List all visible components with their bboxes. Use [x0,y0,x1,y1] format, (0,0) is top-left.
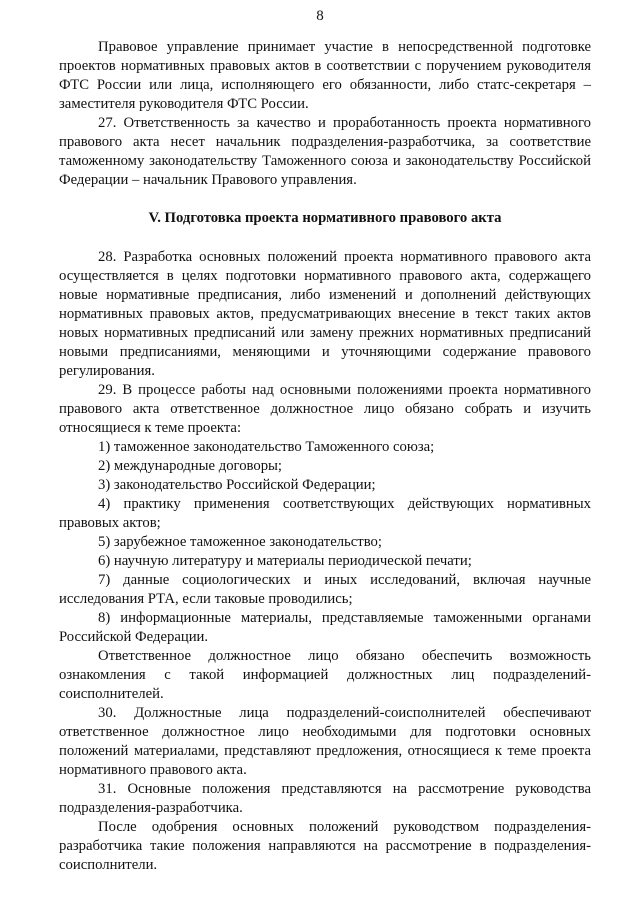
list-item-1: 1) таможенное законодательство Таможенного союза; [98,439,435,455]
list-item-2: 2) международные договоры; [98,458,283,474]
paragraph-30: 30. Должностные лица подразделений-соисполнителей обеспечивают ответственное должностное лицо необходимыми для подготовки основных положений материалами, представляют предложения, относящиеся к теме проекта нормативного правового акта. [59,705,591,778]
paragraph-after-approval: После одобрения основных положений руководством подразделения-разработчика такие положения направляются на рассмотрение в подразделения-соисполнители. [59,819,591,873]
paragraph-legal-dept: Правовое управление принимает участие в непосредственной подготовке проектов нормативных правовых актов в соответствии с поручением руководителя ФТС России или лица, исполняющего его обязанности, либо статс-секретаря – заместителя руководителя ФТС России. [59,39,591,112]
paragraph-31: 31. Основные положения представляются на рассмотрение руководства подразделения-разработчика. [59,781,591,816]
paragraph-27: 27. Ответственность за качество и проработанность проекта нормативного правового акта несет начальник подразделения-разработчика, за соответствие таможенному законодательству Таможенного союза и законодательству Российской Федерации – начальник Правового управления. [59,115,591,188]
list-item-3: 3) законодательство Российской Федерации; [98,477,376,493]
list-item-6: 6) научную литературу и материалы периодической печати; [98,553,472,569]
paragraph-28: 28. Разработка основных положений проекта нормативного правового акта осуществляется в целях подготовки нормативного правового акта, содержащего новые нормативные предписания, либо изменений и дополнений действующих нормативных правовых актов, предусматривающих внесение в текст таких актов новых нормативных предписаний или замену прежних нормативных предписаний новыми предписаниями, меняющими и уточняющими содержание правового регулирования. [59,249,591,379]
paragraph-29: 29. В процессе работы над основными положениями проекта нормативного правового акта ответственное должностное лицо обязано собрать и изучить относящиеся к теме проекта: [59,382,591,436]
paragraph-responsible-officer: Ответственное должностное лицо обязано обеспечить возможность ознакомления с такой информацией должностных лиц подразделений-соисполнителей. [59,648,591,702]
page-number: 8 [316,8,324,24]
list-item-5: 5) зарубежное таможенное законодательство; [98,534,382,550]
list-item-7: 7) данные социологических и иных исследований, включая научные исследования РТА, если таковые проводились; [59,572,591,607]
document-body [59,38,591,875]
list-item-4: 4) практику применения соответствующих действующих нормативных правовых актов; [59,496,591,531]
section-heading: V. Подготовка проекта нормативного правового акта [148,210,502,226]
list-item-8: 8) информационные материалы, представляемые таможенными органами Российской Федерации. [59,610,591,645]
